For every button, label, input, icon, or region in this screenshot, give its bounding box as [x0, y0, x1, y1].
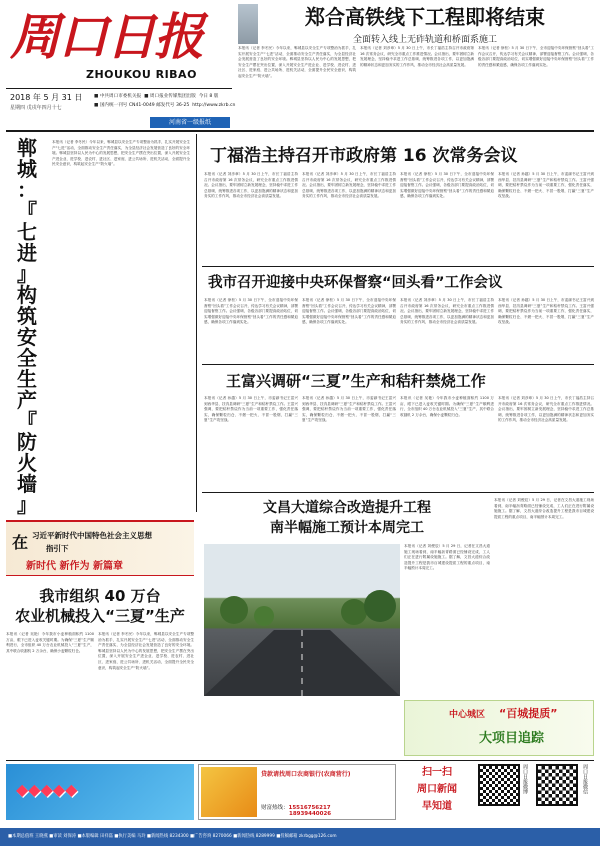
meeting-body-2: 本报讯（记者 刘彦章）5 月 30 日上午，市长丁福浩主持召开市政府第 16 次常务会议，研究全市重点工作推进情况。会议指出，要牢固树立新发展理念，坚持稳中求进工作总基调，统筹推进各项工作，以更加饱满的精神状态和更加务实的工作作风，推动全市经济社会高质量发展。	[302, 172, 396, 199]
theme-banner: 在 习近平新时代中国特色社会主义思想 指引下 新时代 新作为 新篇章	[6, 520, 194, 576]
left-title-char: 产	[17, 388, 37, 412]
loan-tel-label: 财富热线：	[261, 805, 289, 811]
rank-text: 河南省一级报纸	[168, 119, 211, 126]
mobile-ad: ◆◆◆◆◆	[6, 764, 194, 820]
top-story-body-2: 本报讯（记者 刘彦章）5 月 30 日上午，市长丁福浩主持召开市政府第 16 次常务会议，研究全市重点工作推进情况。会议指出，要牢固树立新发展理念，坚持稳中求进工作总基调，统筹推进各项工作，以更加饱满的精神状态和更加务实的工作作风，推动全市经济社会高质量发展。	[360, 46, 474, 67]
paper-pinyin: ZHOUKOU RIBAO	[86, 68, 197, 81]
top-story-photo	[238, 4, 258, 44]
road-photo	[204, 544, 400, 696]
huitoukan-body-1: 本报讯（记者 徐松）5 月 30 日下午，全市迎接中央环保督察“回头看”工作会议召开，传达学习有关会议精神，部署迎接督察工作。会议强调，各级各部门要提高政治站位，切实增强做好迎接中央环保督察“回头看”工作的责任感和紧迫感，确保各项工作落到实处。	[204, 298, 298, 325]
left-title-char: 七	[17, 220, 37, 244]
left-title-char: 城	[17, 157, 37, 181]
weixin-qr[interactable]	[536, 764, 594, 820]
weekday: 星期四 戊戌年四月十七	[10, 105, 62, 111]
rank-badge	[150, 117, 230, 128]
meeting-body-3: 本报讯（记者 徐松）5 月 30 日下午，全市迎接中央环保督察“回头看”工作会议召开，传达学习有关会议精神，部署迎接督察工作。会议强调，各级各部门要提高政治站位，切实增强做好迎接中央环保督察“回头看”工作的责任感和紧迫感，确保各项工作落到实处。	[400, 172, 494, 199]
loan-ad-title: 贷款请找周口农商银行(农商营行)	[261, 771, 351, 778]
weixin-qr-code-icon	[536, 764, 578, 806]
top-story-title: 郑合高铁线下工程即将结束	[305, 5, 545, 29]
left-title-char: 筑	[17, 304, 37, 328]
banner-line-1: 习近平新时代中国特色社会主义思想	[32, 531, 152, 540]
date-text: 2018 年 5 月 31 日	[10, 93, 83, 102]
scan-ad	[400, 764, 474, 820]
centre-ad-line-1: 中心城区	[449, 710, 486, 720]
footer-text: ■本期总值班 王晓燕 ■审读 刘保涛 ■本版编辑 田祥磊 ■执行美编 马玲 ■新闻热线 8234300 ■广告咨询 8270066 ■新闻热线 8289999 ■投稿邮箱 zkrbgg@126.com	[8, 834, 337, 839]
top-story-headline	[258, 4, 592, 45]
left-title-char: 『	[17, 199, 37, 223]
sanxia-body-3: 本报讯（记者 吴艳）今年我市小麦种植面积约 1100 万亩，眼下已进入麦收关键时期。为确保“三夏”生产顺利进行，全市组织 40 万台农业机械投入“三夏”生产，其中联合收割机 2 万余台，确保小麦颗粒归仓。	[400, 396, 494, 417]
centre-ad-line-3: 大项目追踪	[479, 731, 545, 746]
meeting-body-4: 本报讯（记者 孙越）5 月 30 日上午，市委副书记王富兴到西华县、扶沟县调研“三夏”生产和秸秆禁烧工作。王富兴强调，要把秸秆禁烧作为当前一项重要工作，强化责任落实，确保颗粒归仓、不燃一把火、不冒一股烟，打赢“三夏”生产攻坚战。	[498, 172, 594, 199]
left-title-char: 全	[17, 346, 37, 370]
centre-city-ad	[404, 700, 594, 756]
huitoukan-body-4: 本报讯（记者 孙越）5 月 30 日上午，市委副书记王富兴到西华县、扶沟县调研“三夏”生产和秸秆禁烧工作。王富兴强调，要把秸秆禁烧作为当前一项重要工作，强化责任落实，确保颗粒归仓、不燃一把火、不冒一股烟，打赢“三夏”生产攻坚战。	[498, 298, 594, 325]
issue-date	[10, 92, 82, 103]
left-title-char: 』	[17, 262, 37, 286]
footer-bar	[0, 828, 600, 846]
wenchang-body-1: 本报讯（记者 刘俊辰）5 月 29 日，记者在文昌大道施工现场看到，南半幅沥青路面已经铺设完成，工人们正在进行附属设施施工。据了解，文昌大道综合改造提升工程是我市百城建设提质工程的重点项目，南半幅预计本周完工。	[404, 544, 490, 571]
left-title-char: 安	[17, 325, 37, 349]
scan-line-2: 周口新闻	[417, 784, 457, 795]
issn: 国内统一刊号 CN41-0049 邮发代号 36-25	[99, 103, 190, 108]
left-story-title	[6, 138, 48, 518]
machines-title-1: 我市组织 40 万台	[39, 587, 161, 605]
weibo-label: 周口日报微博	[522, 764, 528, 794]
wenchang-body-2: 本报讯（记者 刘俊辰）5 月 29 日，记者在文昌大道施工现场看到，南半幅沥青路面已经铺设完成，工人们正在进行附属设施施工。据了解，文昌大道综合改造提升工程是我市百城建设提质工程的重点项目，南半幅预计本周完工。	[494, 498, 594, 519]
page-count: 今日 8 版	[198, 94, 219, 99]
weibo-qr-code-icon	[478, 764, 520, 806]
weixin-label: 周口日报微信	[582, 764, 588, 794]
wenchang-headline	[204, 498, 490, 538]
sanxia-headline: 王富兴调研“三夏”生产和秸秆禁烧工作	[226, 372, 486, 390]
meeting-headline: 丁福浩主持召开市政府第 16 次常务会议	[210, 146, 518, 166]
sanxia-body-2: 本报讯（记者 孙越）5 月 30 日上午，市委副书记王富兴到西华县、扶沟县调研“三夏”生产和秸秆禁烧工作。王富兴强调，要把秸秆禁烧作为当前一项重要工作，强化责任落实，确保颗粒归仓、不燃一把火、不冒一股烟，打赢“三夏”生产攻坚战。	[302, 396, 396, 423]
machines-body-2: 本报讯（记者 李冬民）今年以来，郸城县以安全生产专项整治为抓手，扎实开展安全生产“七进”活动，全面推动安全生产责任落实，为全县经济社会发展营造了良好的安全环境。郸城县坚持以人民为中心的发展思想，把安全生产摆在突出位置，深入开展安全生产进企业、进学校、进农村、进社区、进家庭、进公共场所、进机关活动，全面提升全民安全意识，构筑起安全生产“防火墙”。	[98, 632, 194, 670]
scan-line-3: 早知道	[422, 801, 452, 812]
scan-line-1: 扫一扫	[422, 767, 452, 778]
machines-title-2: 农业机械投入“三夏”生产	[15, 607, 185, 625]
left-title-char: 』	[17, 493, 37, 517]
top-story-body-1: 本报讯（记者 李冬民）今年以来，郸城县以安全生产专项整治为抓手，扎实开展安全生产“七进”活动，全面推动安全生产责任落实，为全县经济社会发展营造了良好的安全环境。郸城县坚持以人民为中心的发展思想，把安全生产摆在突出位置，深入开展安全生产进企业、进学校、进农村、进社区、进家庭、进公共场所、进机关活动，全面提升全民安全意识，构筑起安全生产“防火墙”。	[238, 46, 356, 78]
website: http://www.zkrb.cn	[192, 103, 236, 108]
left-title-char: 生	[17, 367, 37, 391]
meeting-body-1: 本报讯（记者 刘彦章）5 月 30 日上午，市长丁福浩主持召开市政府第 16 次常务会议，研究全市重点工作推进情况。会议指出，要牢固树立新发展理念，坚持稳中求进工作总基调，统筹推进各项工作，以更加饱满的精神状态和更加务实的工作作风，推动全市经济社会高质量发展。	[204, 172, 298, 199]
left-title-char: 进	[17, 241, 37, 265]
top-story-body-3: 本报讯（记者 徐松）5 月 30 日下午，全市迎接中央环保督察“回头看”工作会议召开，传达学习有关会议精神，部署迎接督察工作。会议强调，各级各部门要提高政治站位，切实增强做好迎接中央环保督察“回头看”工作的责任感和紧迫感，确保各项工作落到实处。	[478, 46, 594, 67]
left-title-char: 墙	[17, 472, 37, 496]
wenchang-title-2: 南半幅施工预计本周完工	[270, 520, 424, 536]
wenchang-title-1: 文昌大道综合改造提升工程	[263, 500, 431, 516]
left-title-char: 『	[17, 409, 37, 433]
huitoukan-body-3: 本报讯（记者 刘彦章）5 月 30 日上午，市长丁福浩主持召开市政府第 16 次常务会议，研究全市重点工作推进情况。会议指出，要牢固树立新发展理念，坚持稳中求进工作总基调，统筹推进各项工作，以更加饱满的精神状态和更加务实的工作作风，推动全市经济社会高质量发展。	[400, 298, 494, 325]
huitoukan-headline: 我市召开迎接中央环保督察“回头看”工作会议	[208, 275, 503, 291]
left-story-body: 本报讯（记者 李冬民）今年以来，郸城县以安全生产专项整治为抓手，扎实开展安全生产“七进”活动，全面推动安全生产责任落实，为全县经济社会发展营造了良好的安全环境。郸城县坚持以人民为中心的发展思想，把安全生产摆在突出位置，深入开展安全生产进企业、进学校、进农村、进社区、进家庭、进公共场所、进机关活动，全面提升全民安全意识，构筑起安全生产“防火墙”。	[52, 140, 190, 167]
banner-line-3: 新时代 新作为 新篇章	[26, 561, 123, 572]
paper-title: 周口日报	[10, 7, 202, 66]
left-title-char: 郸	[17, 136, 37, 160]
sponsor-info: ■ 中共周口市委机关报 ■ 周口报业传媒集团出版 今日 8 版 ■ 国内统一刊号 CN41-0049 邮发代号 36-25 http://www.zkrb.cn	[94, 94, 236, 108]
loan-ad	[198, 764, 396, 820]
machines-headline	[6, 586, 194, 626]
machines-body-1: 本报讯（记者 吴艳）今年我市小麦种植面积约 1100 万亩，眼下已进入麦收关键时期。为确保“三夏”生产顺利进行，全市组织 40 万台农业机械投入“三夏”生产，其中联合收割机 2 万余台，确保小麦颗粒归仓。	[6, 632, 94, 653]
left-title-char: ：	[17, 178, 37, 202]
banner-line-2: 指引下	[46, 544, 69, 553]
sponsor-1: 中共周口市委机关报	[99, 94, 142, 99]
weibo-qr[interactable]	[478, 764, 532, 820]
centre-ad-line-2: “百城提质”	[499, 707, 558, 720]
sanxia-body-1: 本报讯（记者 孙越）5 月 30 日上午，市委副书记王富兴到西华县、扶沟县调研“三夏”生产和秸秆禁烧工作。王富兴强调，要把秸秆禁烧作为当前一项重要工作，强化责任落实，确保颗粒归仓、不燃一把火、不冒一股烟，打赢“三夏”生产攻坚战。	[204, 396, 298, 423]
sanxia-body-4: 本报讯（记者 刘彦章）5 月 30 日上午，市长丁福浩主持召开市政府第 16 次常务会议，研究全市重点工作推进情况。会议指出，要牢固树立新发展理念，坚持稳中求进工作总基调，统筹推进各项工作，以更加饱满的精神状态和更加务实的工作作风，推动全市经济社会高质量发展。	[498, 396, 594, 423]
loan-phone-2: 18939440026	[289, 811, 332, 817]
top-story-subtitle: 全面转入线上无砟轨道和桥面系施工	[352, 35, 497, 45]
loan-phone-1: 15516756217	[288, 805, 331, 811]
left-title-char: 火	[17, 451, 37, 475]
huitoukan-body-2: 本报讯（记者 徐松）5 月 30 日下午，全市迎接中央环保督察“回头看”工作会议召开，传达学习有关会议精神，部署迎接督察工作。会议强调，各级各部门要提高政治站位，切实增强做好迎接中央环保督察“回头看”工作的责任感和紧迫感，确保各项工作落到实处。	[302, 298, 396, 325]
left-title-char: 构	[17, 283, 37, 307]
left-title-char: 防	[17, 430, 37, 454]
sponsor-2: 周口报业传媒集团出版	[149, 94, 196, 99]
